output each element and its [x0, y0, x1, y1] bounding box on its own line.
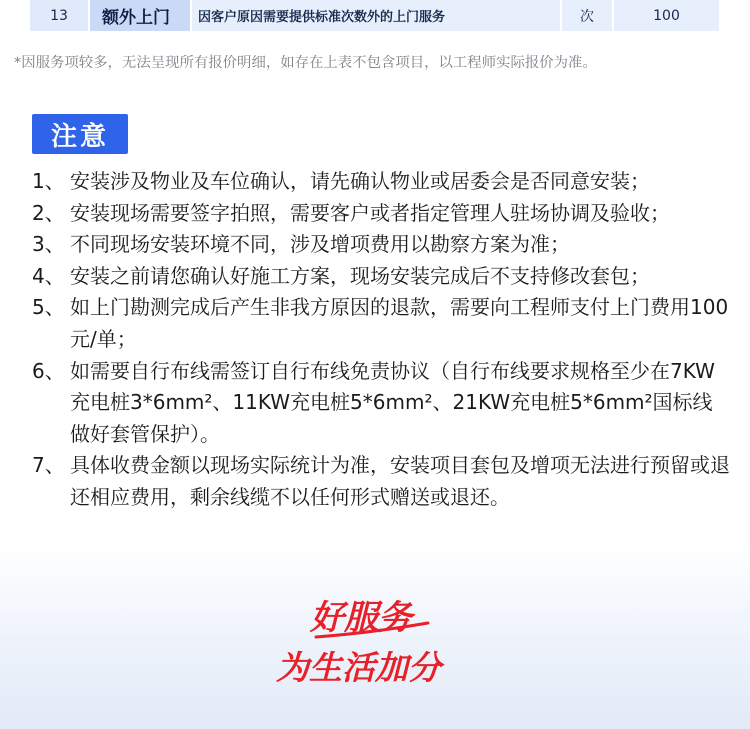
service-description: 因客户原因需要提供标准次数外的上门服务 — [192, 0, 560, 31]
notice-item-number: 1、 — [32, 169, 65, 193]
notice-item-number: 2、 — [32, 200, 65, 225]
notice-item — [32, 229, 732, 261]
notice-item-number: 3、 — [32, 232, 65, 257]
pricing-footnote: *因服务项较多，无法呈现所有报价明细，如存在上表不包含项目，以工程师实际报价为准。 — [14, 55, 597, 71]
service-slogan — [270, 593, 490, 693]
notice-item — [32, 356, 732, 451]
notice-item — [32, 166, 732, 198]
notice-list — [32, 166, 732, 514]
notice-item — [32, 450, 732, 513]
price-table-row — [30, 0, 719, 31]
notice-item-number: 6、 — [32, 358, 65, 383]
notice-item — [32, 198, 732, 230]
slogan-line-2: 为生活加分 — [276, 648, 441, 687]
notice-item-number: 5、 — [32, 295, 65, 320]
notice-item-text: 安装现场需要签字拍照，需要客户或者指定管理人驻场协调及验收； — [70, 200, 670, 225]
service-price: 100 — [614, 0, 719, 31]
notice-item-text: 不同现场安装环境不同，涉及增项费用以勘察方案为准； — [70, 232, 570, 257]
slogan-graphic — [270, 593, 490, 693]
notice-item-number: 4、 — [32, 263, 65, 288]
service-unit: 次 — [562, 0, 612, 31]
notice-item-text: 如上门勘测完成后产生非我方原因的退款，需要向工程师支付上门费用100元/单； — [70, 295, 729, 351]
row-number: 13 — [30, 0, 88, 31]
service-name: 额外上门 — [90, 0, 190, 31]
notice-item-text: 安装涉及物业及车位确认，请先确认物业或居委会是否同意安装； — [70, 169, 650, 193]
slogan-line-1: 好服务 — [310, 598, 412, 638]
notice-item-text: 如需要自行布线需签订自行布线免责协议（自行布线要求规格至少在7KW充电桩3*6mm²、11KW充电桩5*6mm²、21KW充电桩5*6mm²国标线做好套管保护）。 — [70, 358, 715, 446]
notice-item — [32, 292, 732, 355]
notice-heading: 注意 — [32, 114, 128, 154]
notice-item-number: 7、 — [32, 453, 65, 478]
notice-item-text: 安装之前请您确认好施工方案，现场安装完成后不支持修改套包； — [70, 263, 650, 288]
notice-item-text: 具体收费金额以现场实际统计为准，安装项目套包及增项无法进行预留或退还相应费用，剩余线缆不以任何形式赠送或退还。 — [70, 453, 730, 509]
notice-item — [32, 261, 732, 293]
